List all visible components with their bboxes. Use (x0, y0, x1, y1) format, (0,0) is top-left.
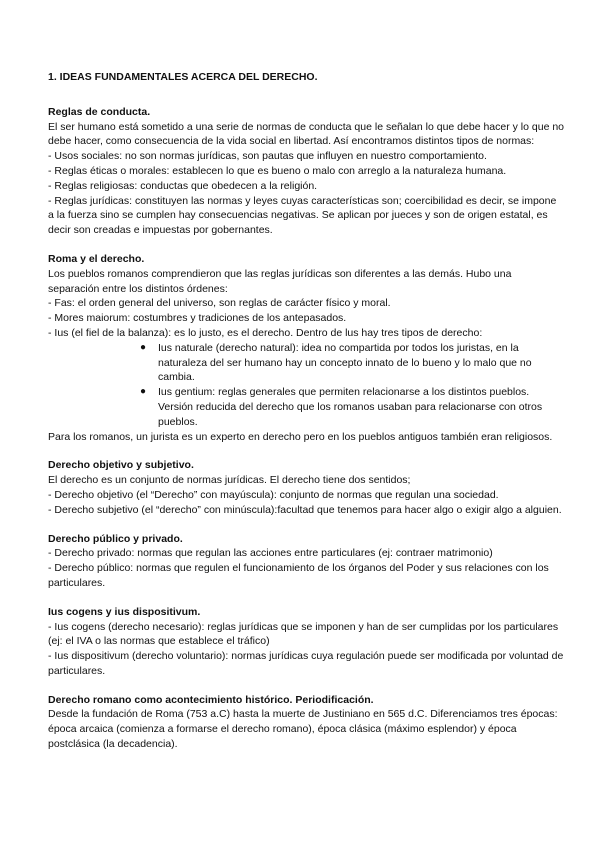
paragraph: - Mores maiorum: costumbres y tradiciones de los antepasados. (48, 312, 347, 325)
section-roma-y-el-derecho (48, 252, 564, 444)
paragraph: - Reglas jurídicas: constituyen las normas y leyes cuyas características son; coercibilidad es decir, se impone a la fuerza sino se cumplen hay consecuencias negativas. Se aplican por jueces y son de origen estatal, es decir son creadas e impuestas por gobernantes. (48, 194, 557, 237)
paragraph: - Fas: el orden general del universo, son reglas de carácter físico y moral. (48, 297, 391, 310)
section-heading: Derecho objetivo y subjetivo. (48, 459, 194, 472)
paragraph: - Derecho público: normas que regulen el funcionamiento de los órganos del Poder y sus relaciones con los particulares. (48, 562, 549, 589)
section-heading: Roma y el derecho. (48, 252, 145, 265)
bullet-dot-icon: ● (140, 386, 147, 398)
list-item-text: Ius naturale (derecho natural): idea no compartida por todos los juristas, en la naturaleza del ser humano hay un concepto innato de lo bueno y lo malo que no cambia. (158, 341, 532, 384)
paragraph: El derecho es un conjunto de normas jurídicas. El derecho tiene dos sentidos; (48, 474, 411, 487)
paragraph: - Derecho privado: normas que regulan las acciones entre particulares (ej: contraer matrimonio) (48, 547, 493, 560)
section-derecho-objetivo-subjetivo (48, 458, 564, 517)
section-ius-cogens-dispositivum (48, 605, 564, 679)
paragraph: Desde la fundación de Roma (753 a.C) hasta la muerte de Justiniano en 565 d.C. Diferenciamos tres épocas: época arcaica (comienza a formarse el derecho romano), época clásica (máximo esplendor) y época postclásica (la decadencia). (48, 708, 558, 751)
paragraph: - Ius (el fiel de la balanza): es lo justo, es el derecho. Dentro de lus hay tres tipos de derecho: (48, 326, 483, 339)
paragraph: - Ius dispositivum (derecho voluntario): normas jurídicas cuya regulación puede ser modificada por voluntad de particulares. (48, 650, 564, 677)
paragraph: - Reglas religiosas: conductas que obedecen a la religión. (48, 179, 318, 192)
paragraph: - Derecho objetivo (el “Derecho” con mayúscula): conjunto de normas que regulan una sociedad. (48, 488, 499, 501)
bullet-dot-icon: ● (140, 341, 147, 353)
paragraph: - Reglas éticas o morales: establecen lo que es bueno o malo con arreglo a la naturaleza humana. (48, 164, 507, 177)
section-derecho-publico-privado (48, 532, 564, 591)
bullet-list (48, 341, 564, 430)
section-heading: Derecho público y privado. (48, 532, 183, 545)
paragraph: El ser humano está sometido a una serie de normas de conducta que le señalan lo que debe hacer y lo que no debe hacer, como consecuencia de la vida social en libertad. Así encontramos distintos tipos de normas: (48, 120, 565, 148)
section-periodificacion (48, 693, 564, 752)
section-heading: Ius cogens y ius dispositivum. (48, 605, 201, 618)
list-item-text: Ius gentium: reglas generales que permiten relacionarse a los distintos pueblos. Versión reducida del derecho que los romanos usaban para relacionarse con otros pueblos. (158, 386, 543, 428)
section-heading: Reglas de conducta. (48, 105, 151, 118)
document-title: 1. IDEAS FUNDAMENTALES ACERCA DEL DERECHO. (48, 71, 318, 83)
section-reglas-de-conducta (48, 105, 564, 238)
paragraph: Los pueblos romanos comprendieron que las reglas jurídicas son diferentes a las demás. Hubo una separación entre los distintos órdenes: (48, 267, 512, 295)
paragraph: - Ius cogens (derecho necesario): reglas jurídicas que se imponen y han de ser cumplidas por los particulares (ej: el IVA o las normas que establece el tráfico) (48, 620, 559, 648)
paragraph: - Derecho subjetivo (el “derecho” con minúscula):facultad que tenemos para hacer algo o exigir algo a alguien. (48, 503, 562, 516)
list-item (48, 385, 564, 429)
section-heading: Derecho romano como acontecimiento histórico. Periodificación. (48, 693, 374, 706)
list-item (48, 341, 564, 385)
document-page (48, 70, 564, 766)
paragraph: - Usos sociales: no son normas jurídicas, son pautas que influyen en nuestro comportamiento. (48, 150, 487, 163)
paragraph: Para los romanos, un jurista es un experto en derecho pero en los pueblos antiguos también eran religiosos. (48, 430, 553, 443)
